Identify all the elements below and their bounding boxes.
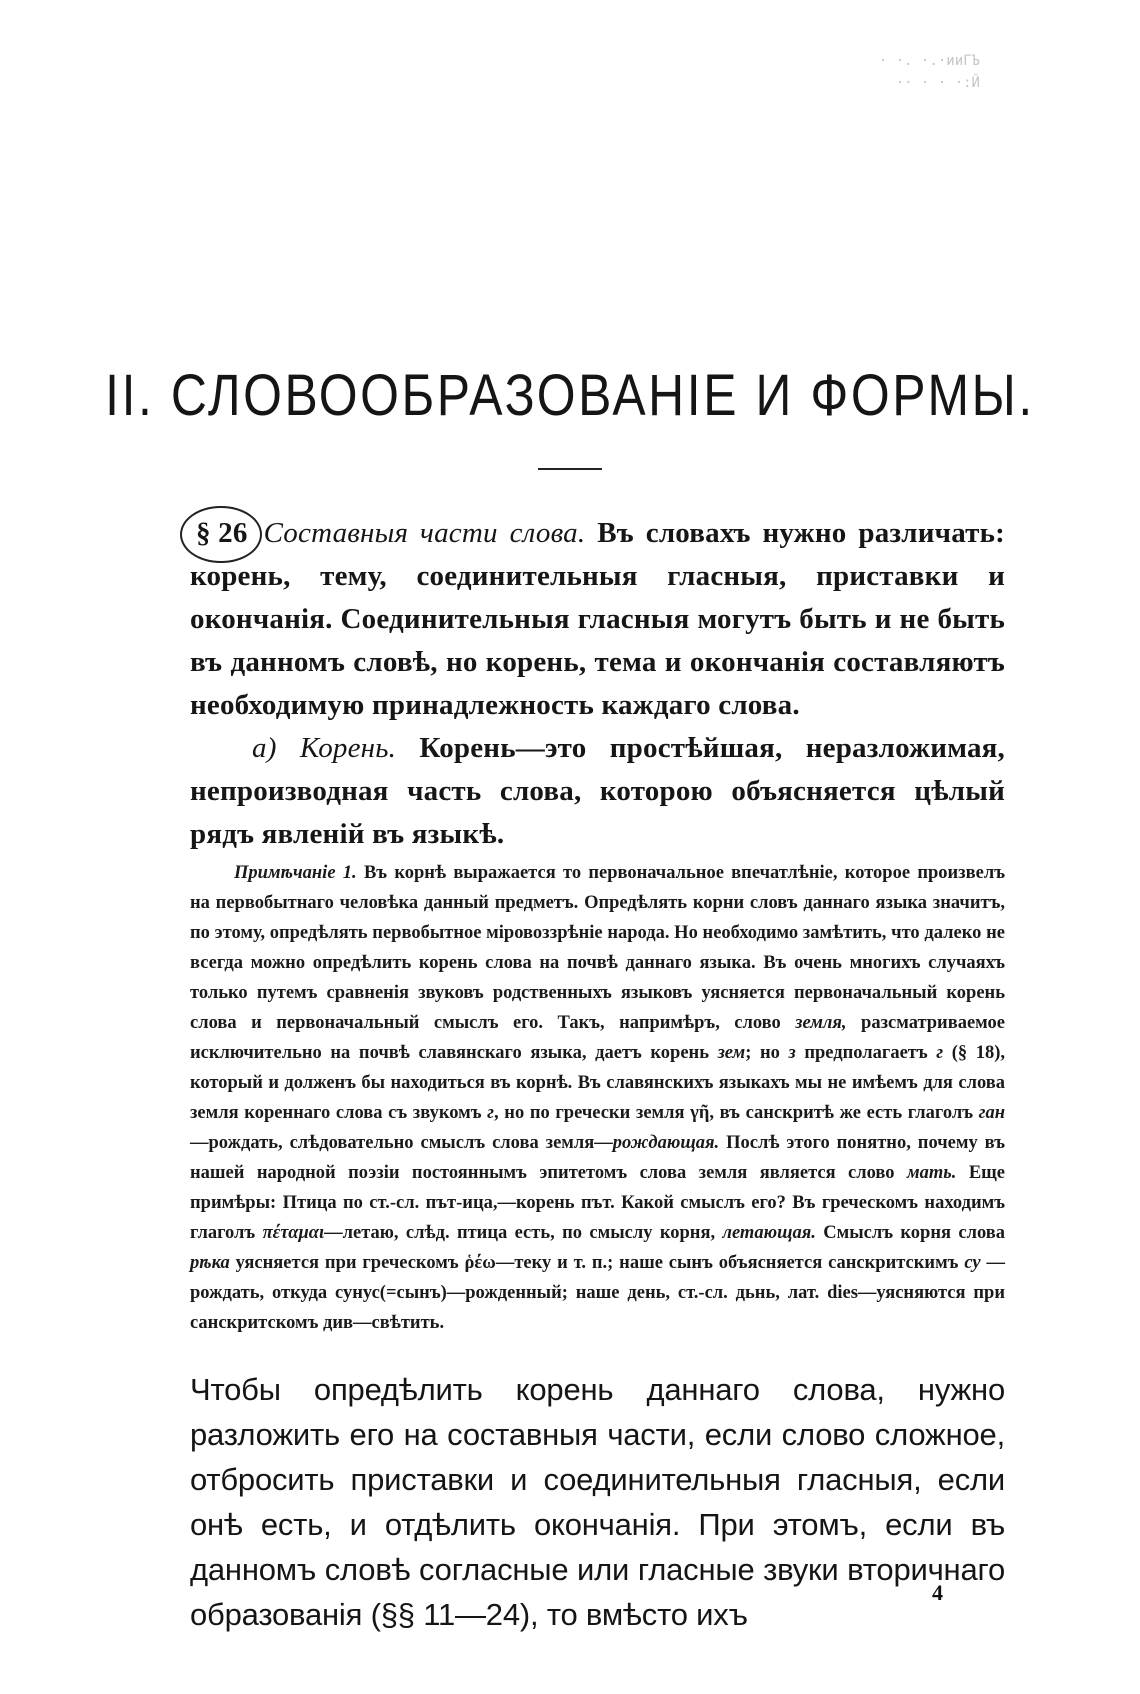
note-italic-word: ган xyxy=(978,1103,1005,1123)
note-italic-word: г xyxy=(936,1043,944,1063)
note-italic-word: летающая. xyxy=(722,1223,816,1243)
main-text xyxy=(190,512,1005,856)
note-text: предполагаетъ xyxy=(795,1043,937,1063)
note-italic-word: рождающая. xyxy=(612,1133,720,1153)
closing-paragraph: Чтобы опредѣлить корень даннаго слова, нужно разложить его на составныя части, если слово сложное, отбросить приставки и соединительныя гласныя, если онѣ есть, и отдѣлить окончанія. При этомъ, если въ данномъ словѣ согласные или гласные звуки вторичнаго образованія (§§ 11—24), то вмѣсто ихъ xyxy=(190,1372,1005,1632)
stamp-line-2: ·· · · ·:Й xyxy=(895,75,980,91)
stamp-line-1: · ·. ·.·ииГЪ xyxy=(878,53,980,69)
note-text: Еще примѣры: Птица по ст.-сл. път-ица,—корень път. Какой смыслъ его? Въ греческомъ находимъ глаголъ xyxy=(190,1163,1006,1243)
root-text: Корень—это простѣйшая, неразложимая, непроизводная часть слова, которою объясняется цѣлый рядъ явленій въ языкѣ. xyxy=(190,732,1005,850)
note-italic-word: πέταμαι xyxy=(262,1223,325,1243)
note-text: —летаю, слѣд. птица есть, по смыслу корня, xyxy=(324,1223,723,1243)
footnote-block xyxy=(190,858,1005,1338)
note-italic-word: рѣка xyxy=(190,1253,230,1273)
note-italic-word: г xyxy=(487,1103,495,1123)
closing-text xyxy=(190,1367,1005,1637)
note-italic-word: зем xyxy=(717,1043,746,1063)
chapter-title: II. СЛОВООБРАЗОВАНІЕ И ФОРМЫ. xyxy=(105,363,1035,428)
note-text: (§ 18), который и долженъ бы находиться въ корнѣ. Въ славянскихъ языкахъ мы не имѣемъ для слова земля кореннаго слова съ звукомъ xyxy=(190,1043,1006,1123)
section-paragraph xyxy=(190,512,1005,727)
note-italic-word: земля, xyxy=(795,1013,847,1033)
root-paragraph xyxy=(190,727,1005,856)
note-italic-word: з xyxy=(788,1043,796,1063)
note-italic-word: су xyxy=(964,1253,981,1273)
note-text: разсматриваемое исключительно на почвѣ славянскаго языка, даетъ корень xyxy=(190,1013,1005,1063)
root-label: а) Корень. xyxy=(252,732,397,764)
section-heading: Составныя части слова. xyxy=(263,517,586,549)
library-stamp xyxy=(870,50,980,130)
title-divider xyxy=(538,468,602,470)
note-label: Примѣчаніе 1. xyxy=(234,863,357,883)
note-text: уясняется при греческомъ ῥέω—теку и т. п.; наше сынъ объясняется санскритскимъ xyxy=(229,1253,965,1273)
note-text: Смыслъ корня слова xyxy=(815,1223,1006,1243)
page-number: 4 xyxy=(932,1580,943,1605)
note-text: Въ корнѣ выражается то первоначальное впечатлѣніе, которое произвелъ на первобытнаго человѣка данный предметъ. Опредѣлять корни словъ даннаго языка значитъ, по этому, опредѣлять первобытное міровоззрѣніе народа. Но необходимо замѣтить, что далеко не всегда можно опредѣлить корень слова на почвѣ даннаго языка. Въ очень многихъ случаяхъ только путемъ сравненія звуковъ родственныхъ языковъ уясняется первоначальный корень слова и первоначальный смыслъ его. Такъ, напримѣръ, слово xyxy=(190,863,1005,1033)
note-text: Послѣ этого понятно, почему въ нашей народной поэзіи постояннымъ эпитетомъ слова земля является слово xyxy=(190,1133,1005,1183)
section-intro: Въ словахъ нужно различать: корень, тему, соединительныя гласныя, приставки и окончанія. Соединительныя гласныя могутъ быть и не быть въ данномъ словѣ, но корень, тема и окончанія составляютъ необходимую принадлежность каждаго слова. xyxy=(190,517,1005,721)
note-text: , но по гречески земля γῆ, въ санскритѣ же есть глаголъ xyxy=(494,1103,979,1123)
note-text: — рождать, откуда сунус(=сынъ)—рожденный; наше день, ст.-сл. дьнь, лат. dies—уясняются при санскритскомъ див—свѣтить. xyxy=(190,1253,1006,1333)
note-paragraph xyxy=(190,858,1005,1338)
section-number-circled: § 26 xyxy=(190,512,254,555)
note-text: —рождать, слѣдовательно смыслъ слова земля— xyxy=(190,1133,613,1153)
note-italic-word: мать. xyxy=(906,1163,957,1183)
note-text: ; но xyxy=(745,1043,789,1063)
